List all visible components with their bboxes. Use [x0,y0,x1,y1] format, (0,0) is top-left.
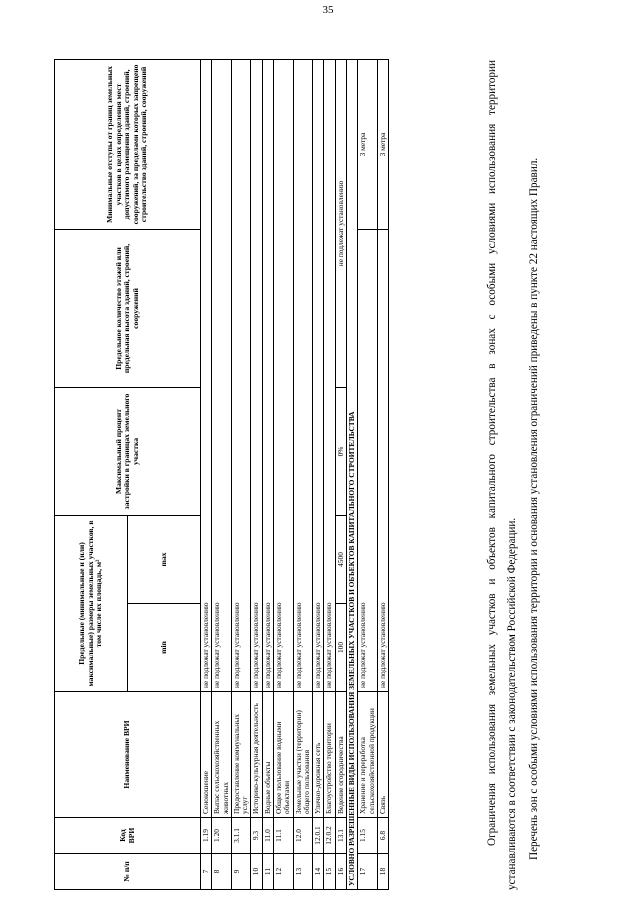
cell-num: 13 [293,854,313,890]
header-setback: Минимальные отступы от границ земельных участков в целях определения мест допустимого размещения зданий, строений, сооружений, за пределами которых запрещено строительство зданий, строений, сооружений [55,59,201,229]
cell-code: 1.19 [201,818,212,854]
cell-name: Связь [377,692,388,818]
cell-num: 17 [358,854,378,890]
table-row [377,59,388,889]
cell-code: 12.0.1 [313,818,324,854]
cell-num: 14 [313,854,324,890]
cell-code: 1.20 [212,818,232,854]
cell-num: 11 [262,854,273,890]
cell-num: 8 [212,854,232,890]
header-floors: Предельное количество этажей или предельная высота зданий, строений, сооружений [55,229,201,387]
cell-name: Водные объекты [262,692,273,818]
table-row [358,59,378,889]
table-row [313,59,324,889]
cell-value: не подлежат установлению [201,59,212,691]
cell-name: Ведение огородничества [335,692,346,818]
cell-num: 16 [335,854,346,890]
cell-name: Предоставление коммунальных услуг [231,692,251,818]
table-row [262,59,273,889]
cell-value: не подлежат установлению [273,59,293,691]
paragraph-zones-list: Перечень зон с особыми условиями использования территории и основания установления ограничений приведены в пункте 22 настоящих Правил. [528,157,540,860]
table-row [201,59,212,889]
cell-num: 7 [201,854,212,890]
cell-name: Общее пользование водными объектами [273,692,293,818]
section-title: УСЛОВНО РАЗРЕШЕННЫЕ ВИДЫ ИСПОЛЬЗОВАНИЯ ЗЕМЕЛЬНЫХ УЧАСТКОВ И ОБЪЕКТОВ КАПИТАЛЬНОГО СТРОИТЕЛЬСТВА [346,59,357,889]
cell-value: не подлежат установлению [212,59,232,691]
cell-name: Хранение и переработка сельскохозяйственной продукции [358,692,378,818]
cell-name: Историко-культурная деятельность [251,692,262,818]
table-row [251,59,262,889]
cell-num: 9 [231,854,251,890]
header-min: min [128,604,201,692]
header-max: max [128,515,201,603]
cell-setback: 3 метра [358,59,378,229]
cell-code: 12.0.2 [324,818,335,854]
header-sizes: Предельные (минимальные и (или) максимальные) размеры земельных участков, в том числе их площадь, м² [55,515,128,691]
cell-value: не подлежат установлению [251,59,262,691]
cell-value: не подлежат установлению [377,229,388,691]
table-row [231,59,251,889]
cell-value: не подлежат установлению [262,59,273,691]
cell-code: 3.1.1 [231,818,251,854]
cell-num: 12 [273,854,293,890]
table-header-row [55,59,128,889]
cell-value: не подлежат установлению [324,59,335,691]
table-row [324,59,335,889]
cell-value: не подлежат установлению [358,229,378,691]
header-code: Код ВРИ [55,818,201,854]
cell-name: Благоустройство территории [324,692,335,818]
cell-num: 15 [324,854,335,890]
paragraph-restrictions: Ограничения использования земельных участков и объектов капитального строительства в зонах с особыми условиями использования территории устанавливаются в соответствии с законодательством Российской Федерации. [486,60,518,890]
table-row [335,59,346,889]
table-row [273,59,293,889]
page-number: 35 [322,4,334,16]
cell-code: 9.3 [251,818,262,854]
cell-setback: 3 метра [377,59,388,229]
cell-code: 11.1 [273,818,293,854]
cell-percent: 0% [335,387,346,515]
cell-num: 18 [377,854,388,890]
section-row [346,59,357,889]
cell-name: Выпас сельскохозяйственных животных [212,692,232,818]
cell-code: 1.15 [358,818,378,854]
land-use-table [54,59,389,890]
cell-value: не подлежат установлению [231,59,251,691]
cell-code: 11.0 [262,818,273,854]
cell-name: Улично-дорожная сеть [313,692,324,818]
cell-code: 13.1 [335,818,346,854]
cell-value: не подлежат установлению [293,59,313,691]
cell-value: не подлежат установлению [335,59,346,387]
table-row [212,59,232,889]
cell-name: Земельные участки (территории) общего пользования [293,692,313,818]
cell-num: 10 [251,854,262,890]
cell-max: 4500 [335,515,346,603]
cell-name: Сенокошение [201,692,212,818]
header-num: № п/п [55,854,201,890]
rotated-page-content [54,60,584,890]
header-name: Наименование ВРИ [55,692,201,818]
cell-min: 100 [335,604,346,692]
cell-code: 12.0 [293,818,313,854]
header-percent: Максимальный процент застройки в границах земельного участка [55,387,201,515]
cell-code: 6.8 [377,818,388,854]
table-row [293,59,313,889]
cell-value: не подлежат установлению [313,59,324,691]
